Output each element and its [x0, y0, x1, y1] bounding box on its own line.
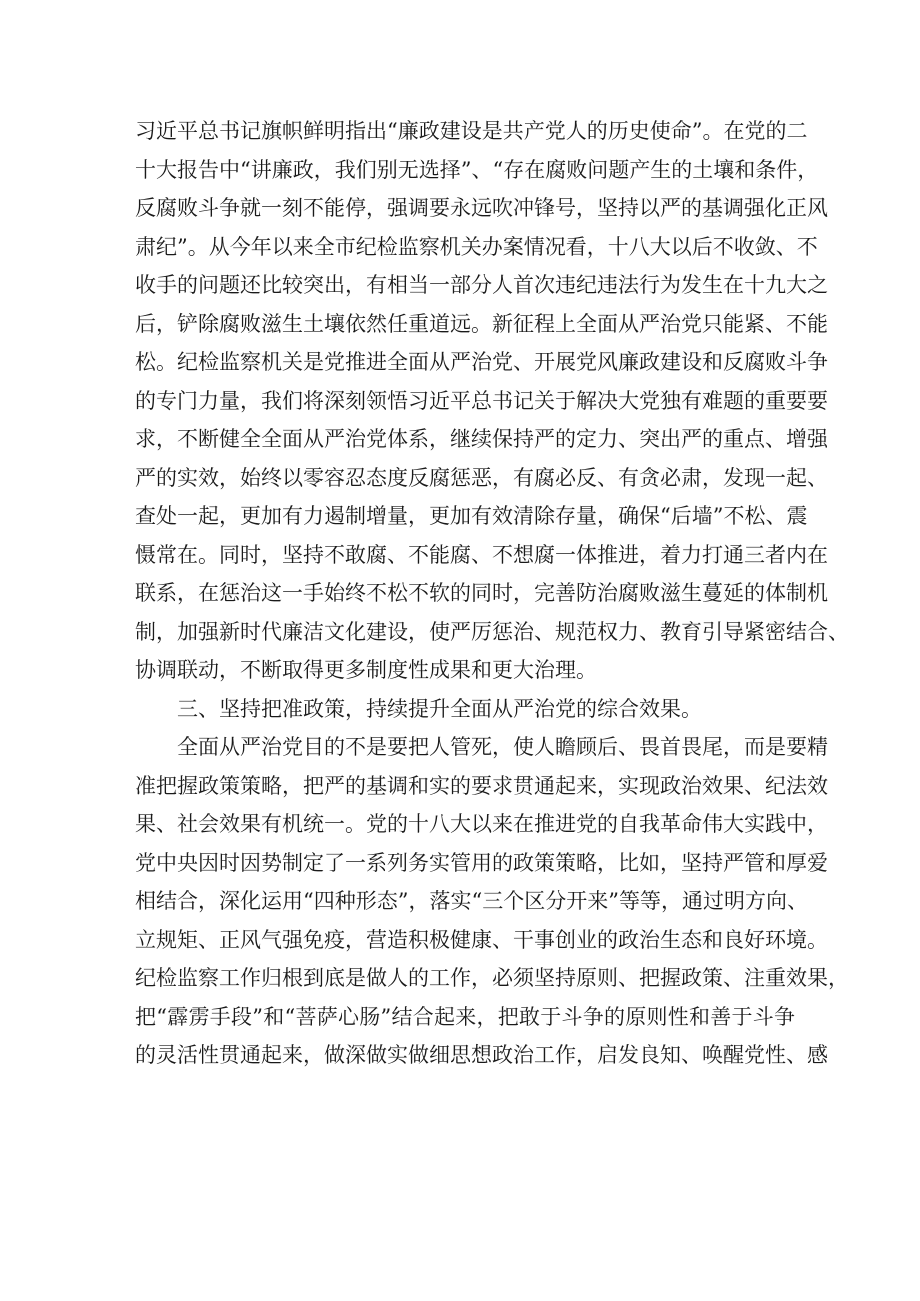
text-line: 十大报告中“讲廉政，我们别无选择”、“存在腐败问题产生的土壤和条件， [135, 157, 819, 182]
text-line: 协调联动，不断取得更多制度性成果和更大治理。 [135, 658, 597, 682]
text-line: 后，铲除腐败滋生土壤依然任重道远。新征程上全面从严治党只能紧、不能 [135, 311, 828, 336]
text-line: 肃纪”。从今年以来全市纪检监察机关办案情况看，十八大以后不收敛、不 [135, 234, 818, 259]
text-line: 的灵活性贯通起来，做深做实做细思想政治工作，启发良知、唤醒党性、感 [135, 1043, 828, 1067]
text-line: 把“霹雳手段”和“菩萨心肠”结合起来，把敢于斗争的原则性和善于斗争 [135, 1004, 795, 1029]
section-heading: 三、坚持把准政策，持续提升全面从严治党的综合效果。 [177, 696, 702, 721]
text-line: 的专门力量，我们将深刻领悟习近平总书记关于解决大党独有难题的重要要 [135, 388, 828, 413]
text-line: 联系，在惩治这一手始终不松不软的同时，完善防治腐败滋生蔓延的体制机 [135, 581, 828, 605]
text-line: 查处一起，更加有力遏制增量，更加有效清除存量，确保“后墙”不松、震 [135, 504, 808, 528]
text-line: 习近平总书记旗帜鲜明指出“廉政建设是共产党人的历史使命”。在党的二 [135, 119, 808, 143]
text-line: 慑常在。同时，坚持不敢腐、不能腐、不想腐一体推进，着力打通三者内在 [135, 542, 828, 567]
text-line: 果、社会效果有机统一。党的十八大以来在推进党的自我革命伟大实践中， [135, 812, 828, 836]
text-line: 松。纪检监察机关是党推进全面从严治党、开展党风廉政建设和反腐败斗争 [135, 350, 828, 374]
text-line: 求，不断健全全面从严治党体系，继续保持严的定力、突出严的重点、增强 [135, 427, 828, 451]
text-line: 准把握政策策略，把严的基调和实的要求贯通起来，实现政治效果、纪法效 [135, 773, 828, 798]
text-line: 制，加强新时代廉洁文化建设，使严厉惩治、规范权力、教育引导紧密结合、 [135, 619, 849, 644]
text-line: 立规矩、正风气强免疫，营造积极健康、干事创业的政治生态和良好环境。 [135, 927, 828, 952]
text-line: 收手的问题还比较突出，有相当一部分人首次违纪违法行为发生在十九大之 [135, 273, 828, 297]
text-line: 党中央因时因势制定了一系列务实管用的政策策略，比如，坚持严管和厚爱 [135, 850, 828, 875]
text-line: 反腐败斗争就一刻不能停，强调要永远吹冲锋号，坚持以严的基调强化正风 [135, 196, 828, 220]
text-line: 严的实效，始终以零容忍态度反腐惩恶，有腐必反、有贪必肃，发现一起、 [135, 465, 828, 490]
text-line: 全面从严治党目的不是要把人管死，使人瞻顾后、畏首畏尾，而是要精 [177, 735, 828, 759]
text-line: 相结合，深化运用“四种形态”，落实“三个区分开来”等等，通过明方向、 [135, 889, 808, 913]
text-line: 纪检监察工作归根到底是做人的工作，必须坚持原则、把握政策、注重效果， [135, 966, 849, 990]
document-body [135, 112, 849, 1075]
